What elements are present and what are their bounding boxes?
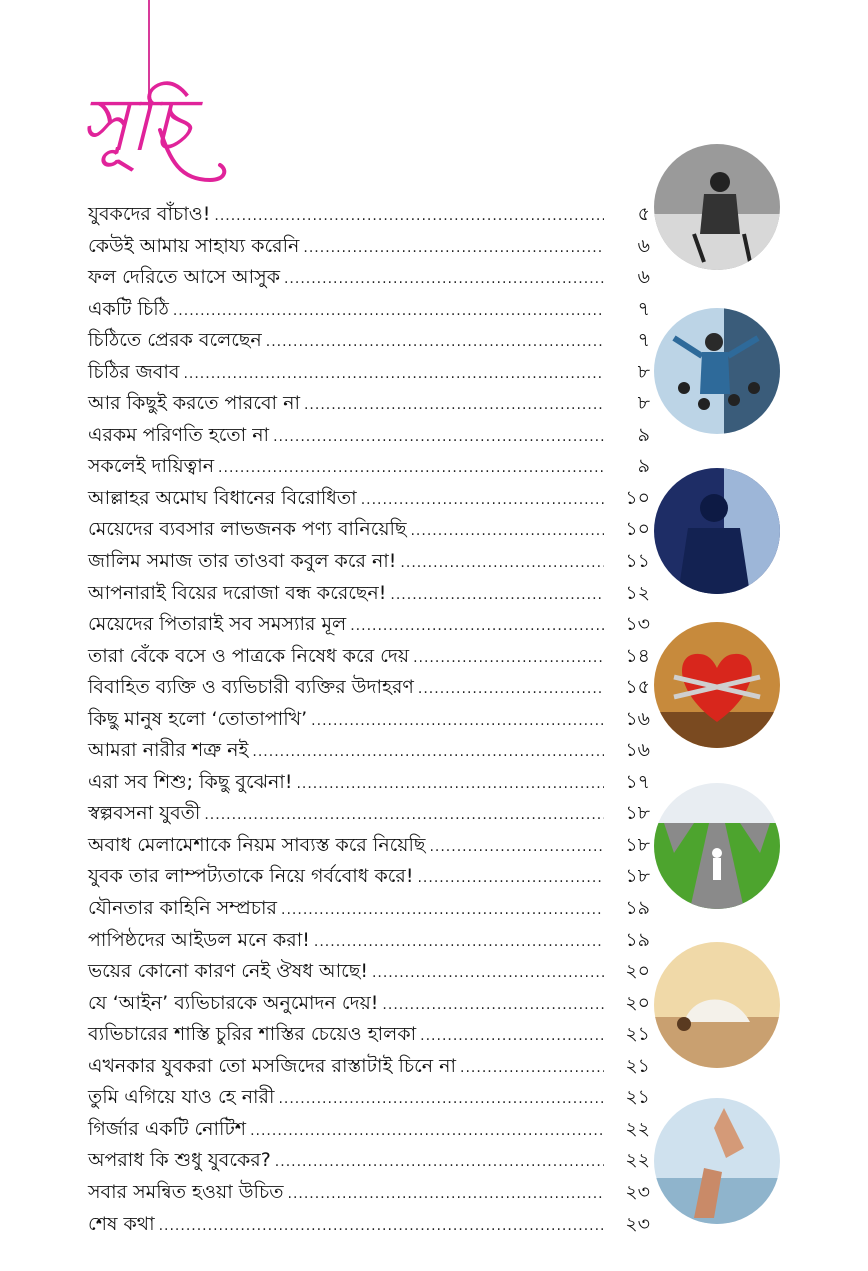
toc-entry-page: ১৩ <box>625 613 650 636</box>
toc-dot-leader <box>273 429 604 445</box>
toc-entry-page: ৭ <box>637 297 650 320</box>
photo-crossroads <box>654 783 780 909</box>
toc-entry-title: যৌনতার কাহিনি সম্প্রচার <box>88 897 278 920</box>
toc-entry-page: ৫ <box>637 203 650 225</box>
toc-dot-leader <box>420 1028 604 1044</box>
heading-flourish <box>150 120 230 200</box>
toc-entry-page: ১২ <box>625 581 650 604</box>
toc-entry-title: কেউই আমায় সাহায্য করেনি <box>88 234 300 257</box>
photo-helping-hands <box>654 1098 780 1224</box>
toc-entry-title: আমরা নারীর শত্রু নই <box>88 739 249 762</box>
toc-entry-page: ১৬ <box>625 739 650 762</box>
toc-entry-title: একটি চিঠি <box>88 297 169 320</box>
toc-dot-leader <box>429 839 604 855</box>
toc-dot-leader <box>288 1186 605 1202</box>
toc-entry <box>88 1052 650 1084</box>
toc-entry-page: ১৮ <box>625 802 650 825</box>
toc-entry-title: শেষ কথা <box>88 1212 155 1235</box>
toc-entry <box>88 200 650 232</box>
toc-dot-leader <box>400 555 604 571</box>
toc-entry-title: মেয়েদের পিতারাই সব সমস্যার মূল <box>88 613 347 636</box>
toc-dot-leader <box>410 523 604 539</box>
toc-entry-page: ৬ <box>637 266 650 289</box>
toc-entry <box>88 705 650 737</box>
toc-entry <box>88 452 650 484</box>
table-of-contents <box>88 200 650 1241</box>
toc-entry <box>88 831 650 863</box>
toc-entry-page: ১৫ <box>625 676 650 699</box>
toc-dot-leader <box>303 240 604 256</box>
toc-entry-title: সকলেই দায়িত্বান <box>88 455 215 478</box>
toc-entry-page: ৯ <box>637 455 650 478</box>
toc-entry-title: যুবকদের বাঁচাও! <box>88 203 211 225</box>
toc-entry <box>88 768 650 800</box>
toc-dot-leader <box>275 1154 604 1170</box>
toc-dot-leader <box>214 208 604 224</box>
toc-entry <box>88 515 650 547</box>
toc-entry-title: এরকম পরিণতি হতো না <box>88 423 270 446</box>
toc-entry <box>88 894 650 926</box>
toc-entry-page: ২১ <box>625 1054 650 1077</box>
toc-entry-page: ২২ <box>625 1117 650 1140</box>
toc-entry-title: বিবাহিত ব্যক্তি ও ব্যভিচারী ব্যক্তির উদাহরণ <box>88 676 414 699</box>
photo-chained-heart <box>654 622 780 748</box>
toc-entry <box>88 484 650 516</box>
toc-entry <box>88 358 650 390</box>
toc-entry-title: তারা বেঁকে বসে ও পাত্রকে নিষেধ করে দেয় <box>88 644 410 667</box>
toc-entry <box>88 579 650 611</box>
toc-entry <box>88 1083 650 1115</box>
toc-entry-page: ২২ <box>625 1149 650 1172</box>
toc-entry-page: ৮ <box>637 392 650 415</box>
toc-entry-page: ৯ <box>637 423 650 446</box>
toc-entry <box>88 1115 650 1147</box>
toc-entry <box>88 326 650 358</box>
toc-entry-page: ১৯ <box>625 928 650 951</box>
toc-entry-page: ৭ <box>637 329 650 352</box>
toc-entry-title: চিঠিতে প্রেরক বলেছেন <box>88 329 262 352</box>
toc-entry <box>88 232 650 264</box>
toc-entry-page: ১৪ <box>625 644 650 667</box>
toc-dot-leader <box>417 870 604 886</box>
toc-entry-title: চিঠির জবাব <box>88 360 180 383</box>
toc-dot-leader <box>372 965 604 981</box>
toc-dot-leader <box>278 1091 604 1107</box>
toc-entry <box>88 263 650 295</box>
toc-entry <box>88 610 650 642</box>
toc-entry <box>88 1020 650 1052</box>
photo-prostration <box>654 942 780 1068</box>
toc-entry-page: ৬ <box>637 234 650 257</box>
toc-dot-leader <box>460 1060 604 1076</box>
toc-entry-title: অবাধ মেলামেশাকে নিয়ম সাব্যস্ত করে নিয়েছি <box>88 833 426 856</box>
toc-entry-page: ১৭ <box>625 770 650 793</box>
toc-entry <box>88 295 650 327</box>
toc-entry-title: ভয়ের কোনো কারণ নেই ঔষধ আছে! <box>88 960 368 983</box>
toc-entry-title: সবার সমন্বিত হওয়া উচিত <box>88 1180 284 1203</box>
toc-dot-leader <box>281 902 604 918</box>
toc-entry-page: ৮ <box>637 360 650 383</box>
toc-entry-title: পাপিষ্ঠদের আইডল মনে করা! <box>88 928 310 951</box>
toc-entry-title: আর কিছুই করতে পারবো না <box>88 392 300 415</box>
toc-entry-title: যে ‘আইন’ ব্যভিচারকে অনুমোদন দেয়! <box>88 991 379 1014</box>
toc-entry-page: ১৮ <box>625 865 650 888</box>
toc-dot-leader <box>284 271 604 287</box>
toc-entry-page: ১৮ <box>625 833 650 856</box>
toc-dot-leader <box>159 1218 604 1234</box>
toc-entry <box>88 642 650 674</box>
toc-entry <box>88 389 650 421</box>
toc-entry-title: স্বল্পবসনা যুবতী <box>88 802 201 825</box>
toc-entry-page: ১১ <box>625 550 650 573</box>
toc-entry-title: এরা সব শিশু; কিছু বুঝেনা! <box>88 770 293 793</box>
toc-entry-title: মেয়েদের ব্যবসার লাভজনক পণ্য বানিয়েছি <box>88 518 407 541</box>
toc-entry-page: ২১ <box>625 1023 650 1046</box>
toc-dot-leader <box>418 681 604 697</box>
toc-entry <box>88 1178 650 1210</box>
toc-entry-title: ফল দেরিতে আসে আসুক <box>88 266 280 289</box>
toc-entry-title: ব্যভিচারের শাস্তি চুরির শাস্তির চেয়েও হালকা <box>88 1023 417 1046</box>
toc-entry <box>88 1210 650 1242</box>
toc-entry-title: এখনকার যুবকরা তো মসজিদের রাস্তাটাই চিনে না <box>88 1054 457 1077</box>
toc-dot-leader <box>183 366 604 382</box>
toc-dot-leader <box>350 618 604 634</box>
toc-entry <box>88 926 650 958</box>
toc-entry-page: ১০ <box>625 518 650 541</box>
toc-dot-leader <box>390 587 604 603</box>
toc-entry <box>88 673 650 705</box>
toc-entry-page: ১৬ <box>625 707 650 730</box>
toc-dot-leader <box>413 650 604 666</box>
toc-dot-leader <box>314 934 604 950</box>
toc-entry-page: ২৩ <box>625 1212 650 1235</box>
toc-dot-leader <box>266 334 604 350</box>
toc-dot-leader <box>204 807 604 823</box>
toc-dot-leader <box>304 397 604 413</box>
toc-entry-title: যুবক তার লাম্পট্যতাকে নিয়ে গর্ববোধ করে! <box>88 865 414 888</box>
toc-dot-leader <box>218 460 604 476</box>
toc-entry <box>88 547 650 579</box>
toc-dot-leader <box>252 744 604 760</box>
toc-entry <box>88 421 650 453</box>
toc-dot-leader <box>173 303 604 319</box>
toc-entry-title: আপনারাই বিয়ের দরোজা বন্ধ করেছেন! <box>88 581 387 604</box>
toc-dot-leader <box>311 713 604 729</box>
toc-entry <box>88 799 650 831</box>
toc-entry-page: ২১ <box>625 1086 650 1109</box>
toc-dot-leader <box>382 997 604 1013</box>
toc-entry-page: ২০ <box>625 991 650 1014</box>
photo-man-arms-spread <box>654 308 780 434</box>
toc-dot-leader <box>361 492 604 508</box>
toc-entry-page: ২৩ <box>625 1180 650 1203</box>
toc-entry-page: ২০ <box>625 960 650 983</box>
photo-sitting-man <box>654 144 780 270</box>
toc-entry-title: গির্জার একটি নোটিশ <box>88 1117 247 1140</box>
toc-entry-title: তুমি এগিয়ে যাও হে নারী <box>88 1086 275 1109</box>
toc-entry-title: জালিম সমাজ তার তাওবা কবুল করে না! <box>88 550 397 573</box>
toc-entry <box>88 989 650 1021</box>
page-title: সূচি <box>80 82 190 168</box>
toc-dot-leader <box>296 776 604 792</box>
photo-man-with-phone <box>654 468 780 594</box>
toc-entry-page: ১৯ <box>625 897 650 920</box>
toc-entry-title: কিছু মানুষ হলো ‘তোতাপাখি’ <box>88 707 308 730</box>
toc-dot-leader <box>250 1123 604 1139</box>
toc-entry-page: ১০ <box>625 486 650 509</box>
toc-entry <box>88 1146 650 1178</box>
toc-entry <box>88 736 650 768</box>
toc-entry-title: অপরাধ কি শুধু যুবকের? <box>88 1149 271 1172</box>
toc-entry-title: আল্লাহর অমোঘ বিধানের বিরোধিতা <box>88 486 357 509</box>
toc-entry <box>88 957 650 989</box>
toc-entry <box>88 862 650 894</box>
